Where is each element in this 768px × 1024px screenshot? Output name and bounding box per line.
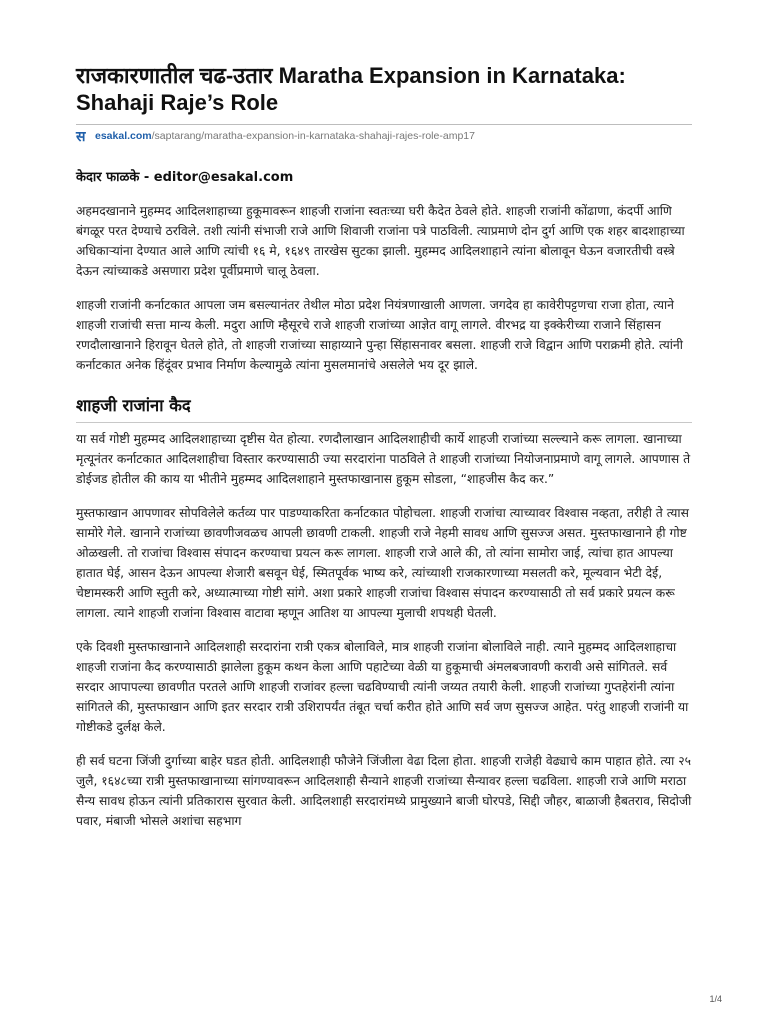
source-path: /saptarang/maratha-expansion-in-karnataka-shahaji-rajes-role-amp17 — [151, 130, 475, 142]
section-heading: शाहजी राजांना कैद — [76, 396, 191, 415]
paragraph-2: शाहजी राजांनी कर्नाटकात आपला जम बसल्यानंतर तेथील मोठा प्रदेश नियंत्रणाखाली आणला. जगदेव हा कावेरीपट्टणचा राजा होता, त्याने शाहजी राजांची सत्ता मान्य केली. मदुरा आणि म्हैसूरचे राजे शाहजी राजांच्या आज्ञेत वागू लागले. वीरभद्र या इक्केरीच्या राजाने सिंहासन रणदौलाखानाने हिरावून घेतले होते, तो शाहजी राजांच्या साहाय्याने पुन्हा सिंहासनावर बसला. शाहजी राजे विद्वान आणि पराक्रमी होते. त्यांनी कर्नाटकात अनेक हिंदूंवर प्रभाव निर्माण केल्यामुळे त्यांना मुसलमानांचे असलेले भय दूर झाले. — [76, 298, 683, 372]
page-number: 1/4 — [709, 994, 722, 1004]
title-divider — [76, 124, 692, 125]
article — [76, 62, 692, 831]
author-byline: केदार फाळके - editor@esakal.com — [76, 170, 294, 185]
paragraph-3: या सर्व गोष्टी मुहम्मद आदिलशाहाच्या दृष्टीस येत होत्या. रणदौलाखान आदिलशाहीची कार्ये शाहजी राजांच्या सल्ल्याने करू लागला. खानाच्या मृत्यूनंतर कर्नाटकात आदिलशाहीचा विस्तार करण्यासाठी ज्या सरदारांना पाठविले ते शाहजी राजांच्या नियोजनाप्रमाणे वागू लागले. आपणास ते डोईजड होतील की काय या भीतीने मुहम्मद आदिलशाहाने मुस्तफाखानास हुकूम सोडला, “शाहजीस कैद कर.” — [76, 432, 691, 486]
paragraph-6: ही सर्व घटना जिंजी दुर्गाच्या बाहेर घडत होती. आदिलशाही फौजेने जिंजीला वेढा दिला होता. शाहजी राजेही वेढ्याचे काम पाहात होते. त्या २५ जुलै, १६४८च्या रात्री मुस्तफाखानाच्या सांगण्यावरून आदिलशाही सैन्याने शाहजी राजांच्या सैन्यावर हल्ला चढविला. शाहजी राजे आणि मराठा सैन्य सावध होऊन त्यांनी प्रतिकारास सुरवात केली. आदिलशाही सरदारांमध्ये प्रामुख्याने बाजी घोरपडे, सिद्दी जौहर, बाळाजी हैबतराव, सिदोजी पवार, मंबाजी भोसले अशांचा सहभाग — [76, 754, 692, 828]
paragraph-5: एके दिवशी मुस्तफाखानाने आदिलशाही सरदारांना रात्री एकत्र बोलाविले, मात्र शाहजी राजांना बोलाविले नाही. त्याने मुहम्मद आदिलशाहाचा शाहजी राजांना कैद करण्यासाठी झालेला हुकूम कथन केला आणि पहाटेच्या वेळी या हुकूमाची अंमलबजावणी करावी असे सांगितले. सर्व सरदार आपापल्या छावणीत परतले आणि शाहजी राजांवर हल्ला चढविण्याची त्यांनी जय्यत तयारी केली. शाहजी राजांच्या गुप्तहेरांनी त्यांना सांगितले की, मुस्तफाखान आणि इतर सरदार रात्री उशिरापर्यंत तंबूत चर्चा करीत होते आणि सर्व जण सुसज्ज आहेत. परंतु शाहजी राजांनी या गोष्टीकडे दुर्लक्ष केले. — [76, 640, 689, 734]
paragraph-4: मुस्तफाखान आपणावर सोपविलेले कर्तव्य पार पाडण्याकरिता कर्नाटकात पोहोचला. शाहजी राजांचा त्याच्यावर विश्वास नव्हता, तरीही ते त्यास सामोरे गेले. खानाने राजांच्या छावणीजवळच आपली छावणी टाकली. शाहजी राजे नेहमी सावध आणि सुसज्ज असत. मुस्तफाखानाने ही गोष्ट ओळखली. तो राजांचा विश्वास संपादन करण्याचा प्रयत्न करू लागला. शाहजी राजे आले की, तो त्यांना सामोरा जाई, त्यांचा हात आपल्या हातात घेई, आसन देऊन आपल्या शेजारी बसवून घेई, स्मितपूर्वक भाष्य करे, त्यांच्याशी राजकारणाच्या मसलती करे, मूल्यवान भेटी देई, चेष्टामस्करी आणि स्तुती करे, अध्यात्माच्या गोष्टी सांगे. अशा प्रकारे शाहजी राजांचा विश्वास संपादन करण्यासाठी तो सर्व प्रकारे प्रयत्न करू लागला. त्याने शाहजी राजांना विश्वास वाटावा म्हणून आतिश या आपल्या मुलाची शपथही घेतली. — [76, 506, 689, 620]
article-title: राजकारणातील चढ-उतार Maratha Expansion in Karnataka: Shahaji Raje’s Role — [76, 63, 626, 115]
source-line — [76, 129, 692, 143]
paragraph-1: अहमदखानाने मुहम्मद आदिलशाहाच्या हुकूमावरून शाहजी राजांना स्वतःच्या घरी कैदेत ठेवले होते. शाहजी राजांनी कोंढाणा, कंदर्पी आणि बंगळूर परत देण्याचे ठरविले. तशी त्यांनी संभाजी राजे आणि शिवाजी राजांना पत्रे पाठविली. त्याप्रमाणे दोन दुर्ग आणि एक शहर बादशाहाच्या अधिकाऱ्यांना देण्यात आले आणि त्यांची १६ मे, १६४९ तारखेस सुटका झाली. मुहम्मद आदिलशाहाने त्यांना बोलावून घेऊन वजारतीची वस्त्रे देऊन त्यांच्याकडे असणारा प्रदेश पूर्वीप्रमाणे चालू ठेवला. — [76, 204, 685, 278]
source-domain: esakal.com — [95, 130, 152, 142]
section-divider — [76, 422, 692, 423]
esakal-logo-icon: स — [76, 128, 86, 144]
source-url-link[interactable] — [95, 130, 475, 142]
